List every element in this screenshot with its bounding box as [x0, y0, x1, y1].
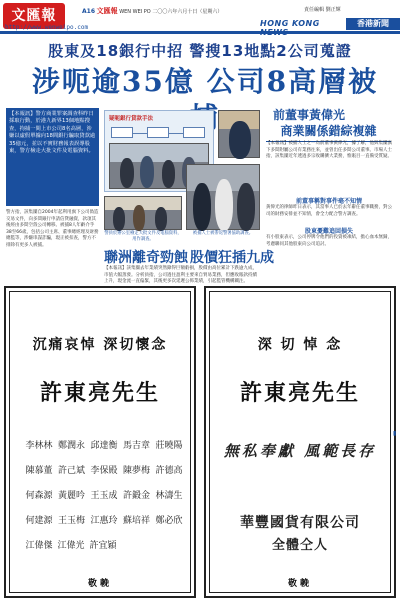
mourner-name: 江偉傑	[25, 541, 53, 551]
mourner-name: 陳慕董	[25, 466, 53, 476]
mourner-row	[24, 438, 184, 463]
side-story-kicker: 前董事黃偉光	[273, 108, 346, 122]
mourner-name: 鄭必欣	[155, 516, 183, 526]
graphic-title: 疑呃銀行貸款手法	[109, 116, 154, 122]
mourner-name: 李林林	[25, 441, 53, 451]
section-label-en: HONG KONG	[260, 19, 320, 28]
article-headline: 涉呃逾35億 公司8高層被	[31, 65, 379, 98]
mourner-name: 陳夢梅	[122, 466, 150, 476]
news-photo-arrest	[218, 110, 260, 158]
photo-caption-office: 警員於辦公室檢走大批文件及電腦資料，用作調查。	[104, 231, 182, 242]
ad-border	[209, 291, 391, 593]
mourner-name: 許己斌	[57, 466, 85, 476]
bottom-headline-left: 聯洲離奇勁蝕	[104, 250, 188, 266]
side-story-headline: 商業關係錯綜複雜	[266, 122, 391, 142]
flow-step	[183, 127, 205, 138]
mourner-name: 許德高	[155, 466, 183, 476]
editor-credit: 責任編輯 劉正輝	[304, 7, 341, 13]
flow-arrow	[133, 133, 147, 134]
ad-footer-left: 敬輓	[87, 579, 112, 589]
flow-step	[111, 127, 133, 138]
mourner-name: 莊曉陽	[155, 441, 183, 451]
mourner-row	[24, 538, 184, 563]
header-rule	[0, 31, 400, 34]
news-photo-office	[104, 196, 182, 230]
body-text-left: 警方指，該集團自2004年起利用旗下公司偽造交易文件，向多間銀行申請信貸融資，款項其後經由多間空殼公司轉移。被捕8人年齡介乎38至66歲，包括公司主席、董事總經理及財務總監等，涉嫌串謀詐騙，現正被扣查，警方不排除有更多人被捕。	[6, 210, 99, 248]
side-story-body-2: 黃偉光的律師昨日表示，其當事人已於去年辭任董事職務，對公司的財務安排並不知情，會全力配合警方調查。	[266, 205, 392, 217]
ad-company: 華豐國貨有限公司	[240, 515, 360, 531]
mourner-name: 黃麗吟	[57, 491, 85, 501]
flow-arrow	[169, 133, 183, 134]
photo-caption-escort: 被捕人士被帶返警署協助調查。	[192, 231, 254, 236]
mourner-name: 江惠玲	[90, 516, 118, 526]
side-story-subhead-2: 股東憂難追回損失	[304, 228, 353, 235]
mourner-name: 何建源	[25, 516, 53, 526]
date-line: WEN WEI PO 二〇〇六年六月十日（星期六）	[119, 9, 223, 15]
side-story-body-3: 有小股東表示，公司停牌令他們的投資被凍結，擔心血本無歸，考慮聯同其他股東向公司追討。	[266, 235, 392, 247]
mourner-name: 林濤生	[155, 491, 183, 501]
mourner-name: 王玉梅	[57, 516, 85, 526]
mourner-row	[24, 513, 184, 538]
mourner-name: 許鍛金	[122, 491, 150, 501]
mourner-name: 王玉成	[90, 491, 118, 501]
ad-name-left: 許東亮先生	[39, 380, 160, 406]
section-label-zh: 香港新聞	[346, 18, 400, 30]
flow-step	[147, 127, 169, 138]
mourner-name: 蘇培祥	[122, 516, 150, 526]
site-url[interactable]: http://www.wenweipo.com	[5, 24, 89, 31]
obituary-ad-left	[4, 286, 196, 598]
mourner-row	[24, 463, 184, 488]
edition-line	[82, 6, 222, 16]
bottom-headline-right: 股價狂插九成	[190, 250, 274, 266]
newspaper-logo[interactable]: 文匯報	[3, 3, 65, 29]
section-bar	[260, 18, 400, 30]
mourner-row	[24, 488, 184, 513]
ad-staff: 全體仝人	[271, 538, 328, 553]
mourner-name: 馬吉章	[122, 441, 150, 451]
registration-mark: ▮	[393, 430, 397, 437]
lead-paragraph: 【本報訊】警方商業罪案調查科昨日採取行動，於港九新界13個地點搜查，拘捕一間上市公司8名高層，涉嫌以虛假單據向18間銀行騙取貸款逾35億元，並以不實財務報表誤導股東，警方檢走大批文件及電腦資料。	[6, 108, 99, 206]
obituary-ad-right	[204, 286, 396, 598]
page-number: A16	[82, 8, 95, 15]
bottom-story-body: 【本報訊】該集團去年業績突然錄得巨額虧損，股價由高位累計下跌逾九成，市值大幅蒸發。分析員指，公司過往盈利主要來自貿易業務，但應收賬款持續上升，現金流一直偏緊，其後更多次延遲公佈業績，引起監管機構關注。	[104, 266, 257, 285]
mourner-name: 許宜穎	[89, 541, 117, 551]
ad-footer-right: 敬輓	[287, 579, 312, 589]
ad-motto: 無私奉獻 風範長存	[223, 442, 377, 460]
mourner-name: 鄭潤永	[57, 441, 85, 451]
mourner-name: 江偉光	[57, 541, 85, 551]
ad-name-right: 許東亮先生	[239, 380, 360, 406]
ad-border	[9, 291, 191, 593]
masthead	[0, 0, 400, 36]
mourner-name: 何森源	[25, 491, 53, 501]
side-story-body: 【本報訊】被捕人士之一為前董事黃偉光，據了解，他與集團旗下多間附屬公司有業務往來，並曾出任多間公司董事。市場人士指，該集團近年透過多宗收購擴大業務，惟賬目一直備受質疑。	[266, 141, 392, 160]
mourner-name: 邱達衡	[90, 441, 118, 451]
news-photo-escort	[186, 164, 260, 230]
ad-title-left: 沉痛哀悼 深切懷念	[32, 337, 168, 353]
mourner-list	[24, 438, 184, 563]
paper-name: 文匯報	[96, 7, 118, 15]
side-story-subhead: 前董事稱對事件毫不知情	[295, 198, 362, 205]
ad-title-right: 深 切 悼 念	[257, 337, 343, 353]
article-kicker: 股東及18銀行中招 警搜13地點2公司蒐證	[48, 42, 352, 60]
mourner-name: 李保殿	[90, 466, 118, 476]
